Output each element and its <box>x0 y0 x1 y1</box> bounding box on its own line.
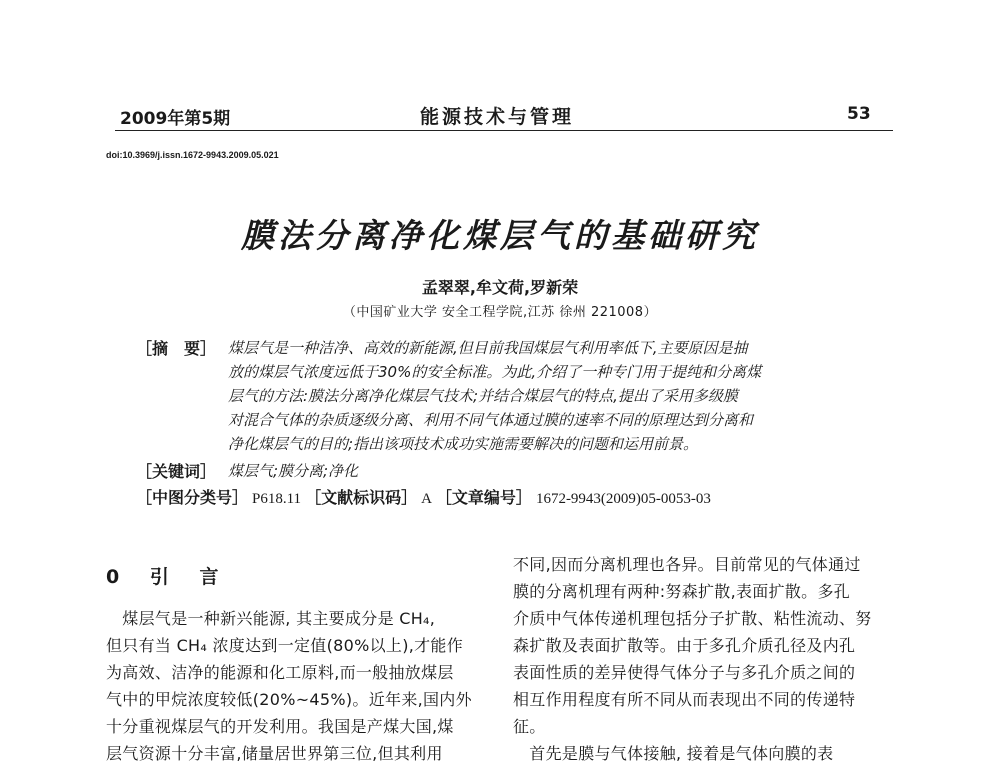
body-line: 介质中气体传递机理包括分子扩散、粘性流动、努 <box>513 609 872 628</box>
body-line: 但只有当 CH₄ 浓度达到一定值(80%以上),才能作 <box>106 636 464 655</box>
body-line: 森扩散及表面扩散等。由于多孔介质孔径及内孔 <box>513 636 856 655</box>
article-no-value: 1672-9943(2009)05-0053-03 <box>535 491 711 507</box>
paper-title: 膜法分离净化煤层气的基础研究 <box>241 216 759 255</box>
body-line: 层气资源十分丰富,储量居世界第三位,但其利用 <box>106 744 443 763</box>
classification-line <box>136 485 715 508</box>
section-heading: 0 引 言 <box>106 566 231 588</box>
body-line: 膜的分离机理有两种:努森扩散,表面扩散。多孔 <box>513 582 851 601</box>
clc-label: ［中图分类号］ <box>136 488 249 507</box>
body-line: 相互作用程度有所不同从而表现出不同的传递特 <box>513 690 856 709</box>
affiliation: （中国矿业大学 安全工程学院,江苏 徐州 221008） <box>342 305 658 320</box>
page-number: 53 <box>847 104 871 124</box>
body-line: 不同,因而分离机理也各异。目前常见的气体通过 <box>513 555 861 574</box>
body-line: 十分重视煤层气的开发利用。我国是产煤大国,煤 <box>106 717 454 736</box>
article-no-label: ［文章编号］ <box>435 488 532 507</box>
authors: 孟翠翠,牟文荷,罗新荣 <box>421 278 579 297</box>
abstract-label: ［摘 要］ <box>136 339 217 358</box>
doc-code-label: ［文献标识码］ <box>305 488 418 507</box>
abstract-line: 煤层气是一种洁净、高效的新能源,但目前我国煤层气利用率低下,主要原因是抽 <box>228 339 748 357</box>
clc-value: P618.11 <box>252 491 302 507</box>
doc-code-value: A <box>421 491 432 507</box>
issue-label: 2009年第5期 <box>120 109 231 129</box>
journal-name: 能源技术与管理 <box>420 106 575 128</box>
doi: doi:10.3969/j.issn.1672-9943.2009.05.021 <box>106 150 279 160</box>
body-line: 为高效、洁净的能源和化工原料,而一般抽放煤层 <box>106 663 454 682</box>
abstract-line: 层气的方法:膜法分离净化煤层气技术;并结合煤层气的特点,提出了采用多级膜 <box>228 387 738 405</box>
body-line: 煤层气是一种新兴能源, 其主要成分是 CH₄, <box>106 609 436 628</box>
keywords-text: 煤层气;膜分离;净化 <box>228 462 359 480</box>
body-line: 表面性质的差异使得气体分子与多孔介质之间的 <box>513 663 856 682</box>
body-line: 征。 <box>513 717 546 736</box>
body-line: 首先是膜与气体接触, 接着是气体向膜的表 <box>513 744 834 763</box>
abstract-line: 净化煤层气的目的;指出该项技术成功实施需要解决的问题和运用前景。 <box>228 435 699 453</box>
abstract-line: 放的煤层气浓度远低于30%的安全标准。为此,介绍了一种专门用于提纯和分离煤 <box>228 363 762 381</box>
header-rule <box>115 130 893 131</box>
body-line: 气中的甲烷浓度较低(20%~45%)。近年来,国内外 <box>106 690 472 709</box>
keywords-label: ［关键词］ <box>136 462 217 481</box>
abstract-line: 对混合气体的杂质逐级分离、利用不同气体通过膜的速率不同的原理达到分离和 <box>228 411 754 429</box>
